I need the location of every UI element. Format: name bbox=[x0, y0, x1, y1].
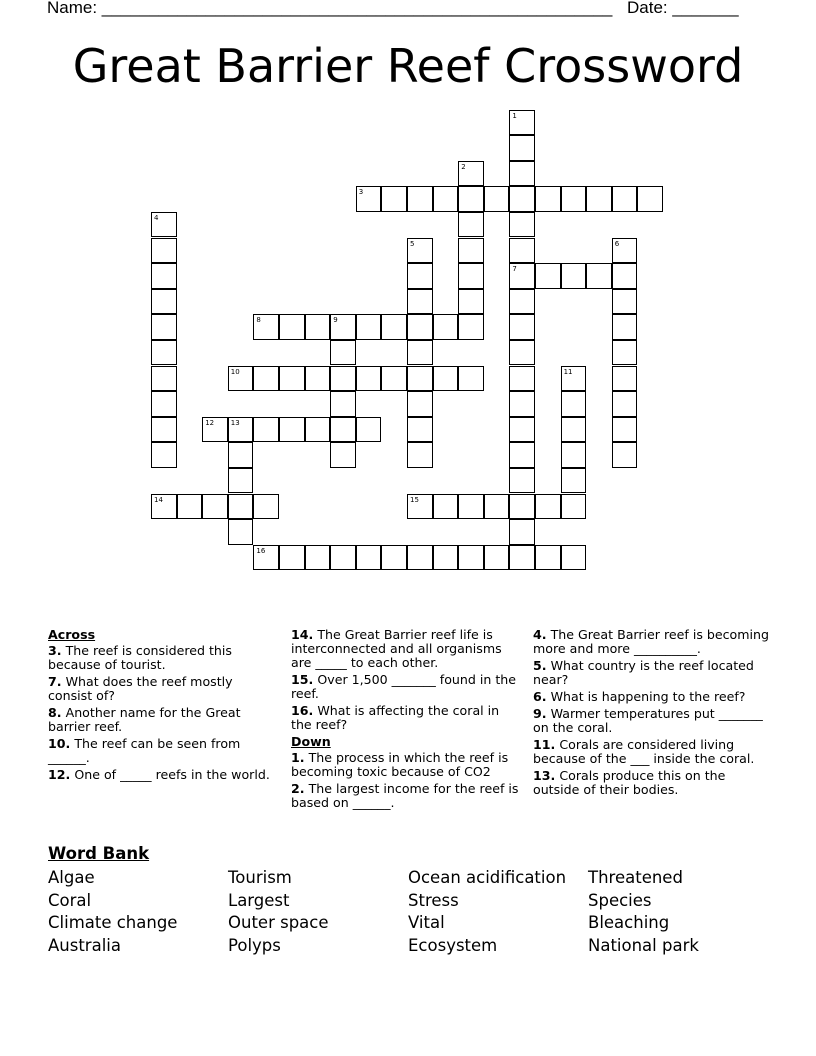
across-clue bbox=[48, 706, 280, 734]
crossword-cell[interactable] bbox=[561, 391, 587, 417]
clue-number-label: 11 bbox=[563, 367, 573, 376]
crossword-cell[interactable] bbox=[253, 494, 279, 520]
crossword-cell[interactable] bbox=[228, 519, 254, 545]
crossword-cell[interactable] bbox=[356, 186, 382, 212]
crossword-cell[interactable] bbox=[637, 186, 663, 212]
clue-number: 5. bbox=[533, 658, 547, 673]
crossword-cell[interactable] bbox=[612, 263, 638, 289]
crossword-cell[interactable] bbox=[330, 442, 356, 468]
clue-text: Corals produce this on the outside of their bodies. bbox=[533, 768, 726, 797]
clue-number: 11. bbox=[533, 737, 556, 752]
crossword-cell[interactable] bbox=[356, 545, 382, 571]
clue-number-label: 14 bbox=[154, 495, 163, 504]
crossword-cell[interactable] bbox=[458, 545, 484, 571]
crossword-cell[interactable] bbox=[509, 289, 535, 315]
clue-text: The Great Barrier reef is becoming more and more __________. bbox=[533, 627, 770, 656]
clue-text: What does the reef mostly consist of? bbox=[48, 674, 233, 703]
crossword-cell[interactable] bbox=[407, 494, 433, 520]
crossword-cell[interactable] bbox=[356, 417, 382, 443]
word-bank-column bbox=[228, 867, 329, 958]
crossword-cell[interactable] bbox=[279, 545, 305, 571]
down-heading: Down bbox=[291, 734, 331, 749]
word-bank-item: Tourism bbox=[228, 868, 292, 887]
word-bank-item: Polyps bbox=[228, 936, 281, 956]
crossword-cell[interactable] bbox=[305, 417, 331, 443]
crossword-cell[interactable] bbox=[253, 545, 279, 571]
crossword-cell[interactable] bbox=[458, 238, 484, 264]
crossword-cell[interactable] bbox=[330, 366, 356, 392]
crossword-cell[interactable] bbox=[279, 314, 305, 340]
clue-number: 12. bbox=[48, 767, 71, 782]
clue-text: Corals are considered living because of the ___ inside the coral. bbox=[533, 737, 755, 766]
across-clue bbox=[291, 628, 523, 670]
crossword-cell[interactable] bbox=[305, 366, 331, 392]
clue-number: 6. bbox=[533, 689, 547, 704]
crossword-cell[interactable] bbox=[356, 366, 382, 392]
crossword-cell[interactable] bbox=[458, 161, 484, 187]
crossword-cell[interactable] bbox=[151, 366, 177, 392]
word-bank-item: Bleaching bbox=[588, 913, 670, 933]
crossword-cell[interactable] bbox=[561, 366, 587, 392]
crossword-cell[interactable] bbox=[381, 545, 407, 571]
crossword-cell[interactable] bbox=[433, 186, 459, 212]
word-bank-item: Australia bbox=[48, 936, 121, 956]
crossword-cell[interactable] bbox=[484, 494, 510, 520]
crossword-cell[interactable] bbox=[407, 391, 433, 417]
date-field: Date: _______ bbox=[627, 0, 739, 17]
crossword-cell[interactable] bbox=[535, 186, 561, 212]
across-clue bbox=[48, 768, 280, 782]
word-bank-column bbox=[408, 867, 566, 958]
crossword-cell[interactable] bbox=[509, 494, 535, 520]
crossword-cell[interactable] bbox=[561, 545, 587, 571]
down-clue bbox=[291, 751, 523, 779]
crossword-cell[interactable] bbox=[253, 417, 279, 443]
crossword-cell[interactable] bbox=[509, 442, 535, 468]
crossword-cell[interactable] bbox=[407, 314, 433, 340]
clue-number: 3. bbox=[48, 643, 62, 658]
crossword-cell[interactable] bbox=[586, 263, 612, 289]
across-clue bbox=[291, 704, 523, 732]
crossword-cell[interactable] bbox=[279, 366, 305, 392]
crossword-cell[interactable] bbox=[381, 186, 407, 212]
crossword-cell[interactable] bbox=[330, 417, 356, 443]
crossword-cell[interactable] bbox=[151, 289, 177, 315]
across-clue bbox=[291, 673, 523, 701]
clue-number-label: 5 bbox=[410, 239, 415, 248]
down-clue bbox=[533, 659, 773, 687]
clue-text: Warmer temperatures put _______ on the coral. bbox=[533, 706, 763, 735]
crossword-cell[interactable] bbox=[228, 417, 254, 443]
word-bank-title: Word Bank bbox=[48, 844, 150, 863]
clue-text: One of _____ reefs in the world. bbox=[74, 767, 270, 782]
clue-number: 1. bbox=[291, 750, 305, 765]
down-clue bbox=[291, 782, 523, 810]
crossword-cell[interactable] bbox=[509, 161, 535, 187]
crossword-cell[interactable] bbox=[151, 442, 177, 468]
clue-text: What is happening to the reef? bbox=[550, 689, 746, 704]
crossword-cell[interactable] bbox=[407, 366, 433, 392]
clue-number: 2. bbox=[291, 781, 305, 796]
word-bank-item: Vital bbox=[408, 913, 445, 933]
crossword-cell[interactable] bbox=[484, 186, 510, 212]
word-bank-item: Stress bbox=[408, 890, 459, 910]
crossword-cell[interactable] bbox=[151, 391, 177, 417]
word-bank-item: Algae bbox=[48, 868, 95, 887]
crossword-cell[interactable] bbox=[407, 238, 433, 264]
clue-text: What is affecting the coral in the reef? bbox=[291, 703, 500, 732]
clue-text: The process in which the reef is becoming toxic because of CO2 bbox=[291, 750, 509, 779]
crossword-cell[interactable] bbox=[433, 494, 459, 520]
crossword-cell[interactable] bbox=[612, 238, 638, 264]
across-heading: Across bbox=[48, 627, 96, 642]
crossword-cell[interactable] bbox=[228, 442, 254, 468]
crossword-cell[interactable] bbox=[228, 366, 254, 392]
down-clue bbox=[533, 628, 773, 656]
down-clue bbox=[533, 707, 773, 735]
crossword-cell[interactable] bbox=[509, 468, 535, 494]
name-field: Name: ______________________________________________________ bbox=[47, 0, 613, 17]
clue-number: 4. bbox=[533, 627, 547, 642]
word-bank-item: Ecosystem bbox=[408, 936, 498, 956]
crossword-cell[interactable] bbox=[330, 545, 356, 571]
crossword-cell[interactable] bbox=[561, 417, 587, 443]
clue-number-label: 2 bbox=[461, 162, 466, 171]
crossword-cell[interactable] bbox=[458, 289, 484, 315]
crossword-cell[interactable] bbox=[612, 289, 638, 315]
crossword-cell[interactable] bbox=[279, 417, 305, 443]
crossword-cell[interactable] bbox=[458, 314, 484, 340]
crossword-cell[interactable] bbox=[561, 186, 587, 212]
across-clue bbox=[48, 644, 280, 672]
crossword-cell[interactable] bbox=[151, 238, 177, 264]
crossword-cell[interactable] bbox=[535, 494, 561, 520]
clue-number: 14. bbox=[291, 627, 314, 642]
crossword-cell[interactable] bbox=[407, 417, 433, 443]
crossword-cell[interactable] bbox=[202, 417, 228, 443]
clue-column-3 bbox=[533, 628, 773, 800]
crossword-cell[interactable] bbox=[228, 494, 254, 520]
crossword-cell[interactable] bbox=[433, 366, 459, 392]
clue-text: The largest income for the reef is based on ______. bbox=[291, 781, 519, 810]
crossword-cell[interactable] bbox=[458, 212, 484, 238]
word-bank-item: Outer space bbox=[228, 913, 329, 933]
word-bank-item: Threatened bbox=[588, 868, 683, 887]
crossword-cell[interactable] bbox=[433, 545, 459, 571]
crossword-cell[interactable] bbox=[612, 366, 638, 392]
clue-number: 7. bbox=[48, 674, 62, 689]
word-bank-item: Coral bbox=[48, 890, 92, 910]
crossword-cell[interactable] bbox=[509, 545, 535, 571]
crossword-cell[interactable] bbox=[151, 212, 177, 238]
clue-number: 15. bbox=[291, 672, 314, 687]
clue-number-label: 15 bbox=[410, 495, 419, 504]
crossword-cell[interactable] bbox=[228, 468, 254, 494]
crossword-cell[interactable] bbox=[509, 238, 535, 264]
crossword-cell[interactable] bbox=[509, 212, 535, 238]
word-bank-column bbox=[588, 867, 699, 958]
clue-number: 10. bbox=[48, 736, 71, 751]
clue-text: The Great Barrier reef life is interconnected and all organisms are _____ to each other. bbox=[291, 627, 502, 670]
word-bank-item: Climate change bbox=[48, 913, 178, 933]
clue-number-label: 4 bbox=[154, 213, 159, 222]
crossword-cell[interactable] bbox=[458, 494, 484, 520]
crossword-cell[interactable] bbox=[253, 314, 279, 340]
crossword-cell[interactable] bbox=[612, 314, 638, 340]
clue-column-2 bbox=[291, 628, 523, 813]
crossword-cell[interactable] bbox=[535, 263, 561, 289]
crossword-cell[interactable] bbox=[586, 186, 612, 212]
crossword-cell[interactable] bbox=[407, 289, 433, 315]
down-clue bbox=[533, 690, 773, 704]
crossword-cell[interactable] bbox=[509, 366, 535, 392]
clue-number-label: 8 bbox=[256, 316, 261, 325]
crossword-cell[interactable] bbox=[407, 186, 433, 212]
clue-column-1 bbox=[48, 628, 280, 785]
crossword-cell[interactable] bbox=[509, 519, 535, 545]
crossword-cell[interactable] bbox=[509, 391, 535, 417]
word-bank-item: National park bbox=[588, 936, 699, 956]
crossword-cell[interactable] bbox=[305, 314, 331, 340]
crossword-cell[interactable] bbox=[612, 442, 638, 468]
crossword-cell[interactable] bbox=[561, 468, 587, 494]
crossword-cell[interactable] bbox=[330, 391, 356, 417]
crossword-cell[interactable] bbox=[151, 314, 177, 340]
down-clue bbox=[533, 738, 773, 766]
crossword-cell[interactable] bbox=[305, 545, 331, 571]
crossword-cell[interactable] bbox=[151, 263, 177, 289]
crossword-cell[interactable] bbox=[509, 110, 535, 136]
crossword-cell[interactable] bbox=[151, 417, 177, 443]
clue-number: 13. bbox=[533, 768, 556, 783]
crossword-cell[interactable] bbox=[177, 494, 203, 520]
crossword-cell[interactable] bbox=[484, 545, 510, 571]
crossword-cell[interactable] bbox=[151, 340, 177, 366]
crossword-cell[interactable] bbox=[330, 340, 356, 366]
clue-number-label: 16 bbox=[256, 546, 266, 555]
clue-number-label: 12 bbox=[205, 418, 215, 427]
crossword-cell[interactable] bbox=[407, 545, 433, 571]
crossword-cell[interactable] bbox=[509, 186, 535, 212]
crossword-cell[interactable] bbox=[433, 314, 459, 340]
crossword-cell[interactable] bbox=[458, 186, 484, 212]
clue-text: Over 1,500 _______ found in the reef. bbox=[291, 672, 517, 701]
crossword-cell[interactable] bbox=[535, 545, 561, 571]
clue-number: 16. bbox=[291, 703, 314, 718]
crossword-cell[interactable] bbox=[458, 366, 484, 392]
crossword-cell[interactable] bbox=[561, 494, 587, 520]
clue-number: 8. bbox=[48, 705, 62, 720]
crossword-cell[interactable] bbox=[561, 442, 587, 468]
across-clue bbox=[48, 675, 280, 703]
clue-number-label: 10 bbox=[230, 367, 240, 376]
clue-number-label: 1 bbox=[512, 111, 517, 120]
crossword-cell[interactable] bbox=[612, 186, 638, 212]
clue-number-label: 9 bbox=[333, 316, 338, 325]
crossword-cell[interactable] bbox=[381, 366, 407, 392]
clue-number: 9. bbox=[533, 706, 547, 721]
crossword-cell[interactable] bbox=[407, 442, 433, 468]
across-clue bbox=[48, 737, 280, 765]
crossword-cell[interactable] bbox=[509, 314, 535, 340]
word-bank-column bbox=[48, 867, 177, 958]
crossword-cell[interactable] bbox=[356, 314, 382, 340]
word-bank-item: Ocean acidification bbox=[408, 868, 567, 887]
crossword-cell[interactable] bbox=[202, 494, 228, 520]
word-bank-item: Species bbox=[588, 890, 652, 910]
clue-text: The reef is considered this because of tourist. bbox=[48, 643, 232, 672]
clue-number-label: 13 bbox=[230, 418, 240, 427]
crossword-cell[interactable] bbox=[458, 263, 484, 289]
clue-text: The reef can be seen from ______. bbox=[48, 736, 241, 765]
clue-number-label: 7 bbox=[512, 265, 517, 274]
word-bank-item: Largest bbox=[228, 890, 290, 910]
clue-text: What country is the reef located near? bbox=[533, 658, 754, 687]
crossword-cell[interactable] bbox=[151, 494, 177, 520]
crossword-cell[interactable] bbox=[612, 340, 638, 366]
crossword-cell[interactable] bbox=[407, 340, 433, 366]
page-title: Great Barrier Reef Crossword bbox=[72, 39, 744, 93]
clue-text: Another name for the Great barrier reef. bbox=[48, 705, 241, 734]
crossword-cell[interactable] bbox=[509, 340, 535, 366]
crossword-cell[interactable] bbox=[612, 391, 638, 417]
crossword-cell[interactable] bbox=[561, 263, 587, 289]
crossword-cell[interactable] bbox=[509, 135, 535, 161]
crossword-cell[interactable] bbox=[612, 417, 638, 443]
clue-number-label: 6 bbox=[614, 239, 620, 248]
crossword-cell[interactable] bbox=[381, 314, 407, 340]
crossword-cell[interactable] bbox=[330, 314, 356, 340]
crossword-cell[interactable] bbox=[509, 417, 535, 443]
clue-number-label: 3 bbox=[358, 188, 364, 197]
crossword-cell[interactable] bbox=[253, 366, 279, 392]
crossword-cell[interactable] bbox=[509, 263, 535, 289]
down-clue bbox=[533, 769, 773, 797]
crossword-cell[interactable] bbox=[407, 263, 433, 289]
